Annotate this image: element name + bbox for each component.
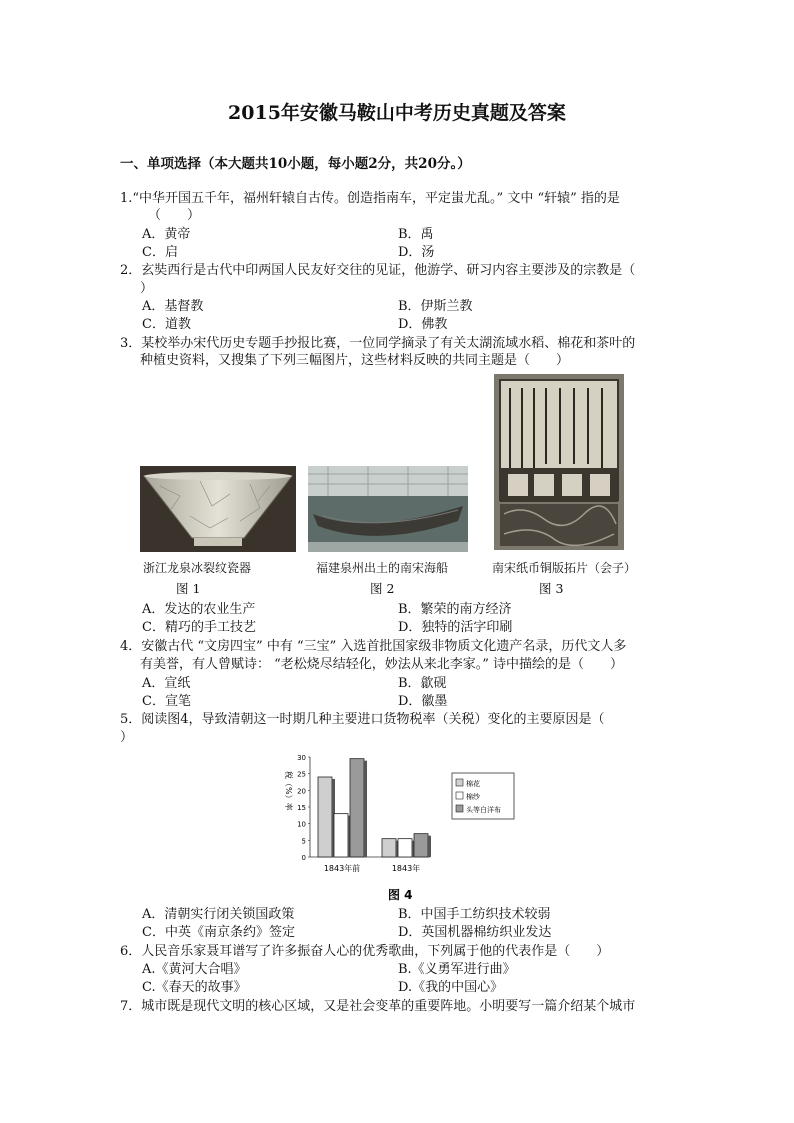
question-1-line-1: 1.“中华开国五千年，福州轩辕自古传。创造指南车，平定蚩尤乱。” 文中 “轩辕” 指的是 — [120, 191, 620, 206]
chart-y-tick-label: 20 — [297, 787, 306, 796]
figure-2-label: 图 2 — [370, 581, 395, 596]
chart-y-tick-label: 10 — [297, 820, 306, 829]
figure-2-caption: 福建泉州出土的南宋海船 — [316, 561, 449, 575]
section-heading: 一、单项选择（本大题共10小题，每小题2分，共20分。） — [120, 156, 471, 172]
q5-option-c[interactable]: C．中英《南京条约》签定 — [142, 925, 295, 940]
porcelain-bowl-image — [140, 466, 296, 552]
question-2-line-2: ） — [140, 281, 154, 296]
question-4-line-1: 4．安徽古代 “文房四宝” 中有 “三宝” 入选首批国家级非物质文化遗产名录，历代文人多 — [120, 639, 627, 654]
question-7-line-1: 7．城市既是现代文明的核心区域，又是社会变革的重要阵地。小明要写一篇介绍某个城市 — [120, 999, 636, 1014]
q3-option-b[interactable]: B．繁荣的南方经济 — [398, 602, 512, 617]
q3-option-c[interactable]: C．精巧的手工技艺 — [142, 620, 256, 635]
figure-1-label: 图 1 — [176, 581, 201, 596]
figure-3-caption: 南宋纸币铜版拓片（会子） — [492, 561, 637, 575]
q3-option-d[interactable]: D．独特的活字印刷 — [398, 620, 513, 635]
ship-museum-image — [308, 466, 468, 552]
chart-bar — [318, 777, 332, 857]
chart-legend-label: 头等白洋布 — [466, 806, 501, 814]
chart-legend-swatch — [456, 779, 463, 786]
chart-bar — [334, 814, 348, 857]
chart-bar — [350, 759, 364, 857]
chart-title: 图 4 — [388, 888, 413, 902]
chart-legend-swatch — [456, 792, 463, 799]
question-2-line-1: 2．玄奘西行是古代中印两国人民友好交往的见证，他游学、研习内容主要涉及的宗教是（ — [120, 263, 636, 278]
q4-option-b[interactable]: B．歙砚 — [398, 676, 447, 691]
q5-option-d[interactable]: D．英国机器棉纺织业发达 — [398, 925, 552, 940]
chart-legend — [452, 773, 514, 819]
chart-legend-label: 棉纱 — [466, 793, 480, 801]
chart-x-category-label: 1843年前 — [323, 864, 361, 873]
q1-option-c[interactable]: C．启 — [142, 245, 178, 260]
chart-bars — [318, 759, 431, 857]
q1-option-b[interactable]: B．禹 — [398, 227, 434, 242]
q4-option-c[interactable]: C．宣笔 — [142, 694, 191, 709]
chart-x-categories — [324, 863, 420, 873]
question-5-line-2: ） — [120, 730, 134, 745]
chart-y-tick-label: 25 — [297, 770, 306, 779]
q4-option-d[interactable]: D．徽墨 — [398, 694, 448, 709]
question-4-line-2: 有美誉，有人曾赋诗： “老松烧尽结轻化，妙法从来北李家。” 诗中描绘的是（ ） — [140, 657, 624, 672]
chart-bar — [414, 834, 428, 857]
q2-option-d[interactable]: D．佛教 — [398, 317, 448, 332]
figure-3-label: 图 3 — [539, 581, 564, 596]
q6-option-a[interactable]: A.《黄河大合唱》 — [142, 962, 247, 977]
q6-option-d[interactable]: D.《我的中国心》 — [398, 980, 504, 995]
figure-1-caption: 浙江龙泉冰裂纹瓷器 — [143, 561, 252, 575]
tariff-rate-bar-chart — [276, 747, 516, 905]
q4-option-a[interactable]: A．宣纸 — [142, 676, 191, 691]
question-5-line-1: 5．阅读图4，导致清朝这一时期几种主要进口货物税率（关税）变化的主要原因是（ — [120, 712, 605, 727]
chart-bar — [398, 839, 412, 857]
chart-x-category-label: 1843年 — [391, 864, 421, 873]
chart-y-tick-label: 15 — [297, 804, 306, 812]
chart-y-tick-label: 30 — [297, 754, 306, 762]
q5-option-a[interactable]: A．清朝实行闭关锁国政策 — [142, 907, 295, 922]
chart-bar-shadow — [364, 761, 367, 857]
question-1-line-2: （ ） — [148, 208, 201, 223]
chart-legend-label: 棉花 — [466, 780, 480, 788]
page-title: 2015年安徽马鞍山中考历史真题及答案 — [228, 102, 566, 124]
q2-option-c[interactable]: C．道教 — [142, 317, 191, 332]
q5-option-b[interactable]: B．中国手工纺织技术较弱 — [398, 907, 551, 922]
question-6-line-1: 6．人民音乐家聂耳谱写了许多振奋人心的优秀歌曲，下列属于他的代表作是（ ） — [120, 944, 610, 959]
q6-option-b[interactable]: B.《义勇军进行曲》 — [398, 962, 516, 977]
chart-y-tick-label: 5 — [301, 837, 306, 846]
chart-bar-shadow — [428, 836, 431, 857]
q3-option-a[interactable]: A．发达的农业生产 — [142, 602, 256, 617]
question-3-line-2: 种植史资料，又搜集了下列三幅图片，这些材料反映的共同主题是（ ） — [140, 353, 570, 368]
chart-bar — [382, 839, 396, 857]
q6-option-c[interactable]: C.《春天的故事》 — [142, 980, 247, 995]
chart-y-tick-label: 0 — [301, 854, 306, 862]
q1-option-d[interactable]: D．汤 — [398, 245, 435, 260]
chart-legend-swatch — [456, 805, 463, 812]
q2-option-a[interactable]: A．基督教 — [142, 299, 204, 314]
q2-option-b[interactable]: B．伊斯兰教 — [398, 299, 473, 314]
chart-y-axis-label: 税（%）率 — [284, 771, 293, 811]
question-3-line-1: 3．某校举办宋代历史专题手抄报比赛，一位同学摘录了有关太湖流域水稻、棉花和茶叶的 — [120, 336, 636, 351]
q1-option-a[interactable]: A．黄帝 — [142, 227, 191, 242]
banknote-rubbing-image — [494, 374, 624, 550]
